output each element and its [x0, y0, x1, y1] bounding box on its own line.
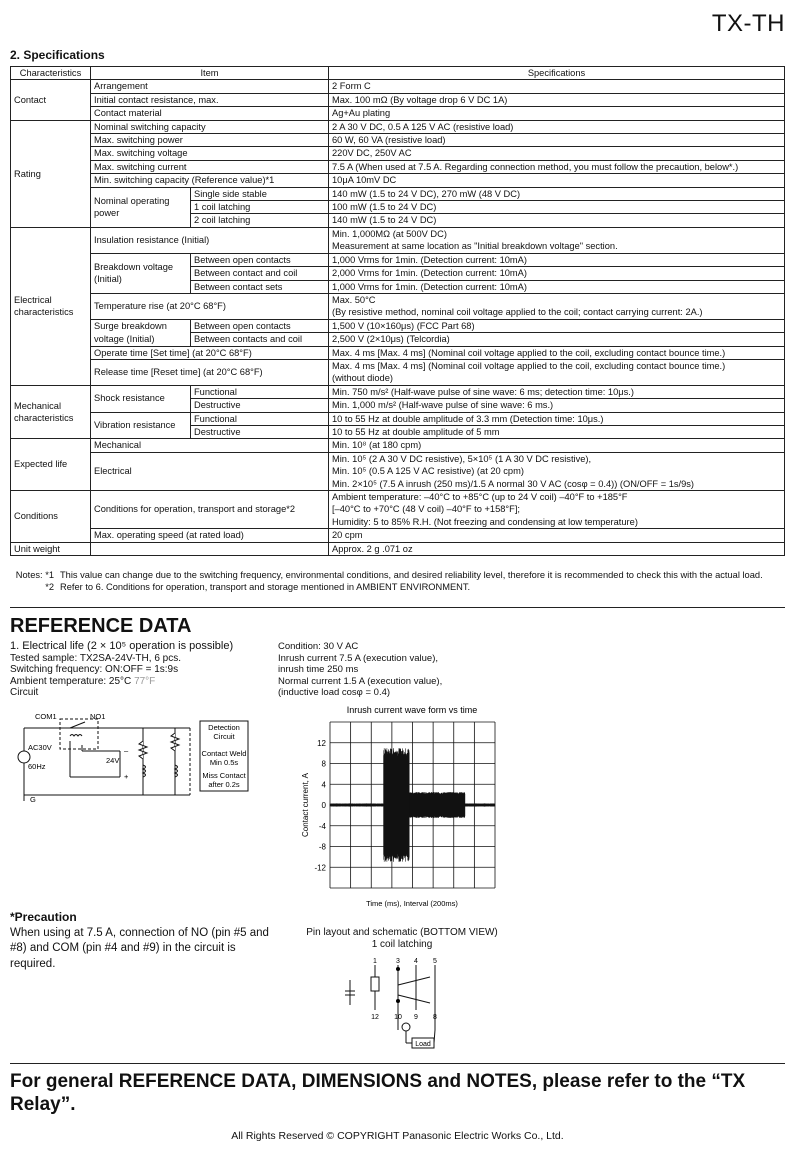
table-row	[11, 529, 785, 542]
precaution-title: *Precaution	[10, 910, 77, 924]
table-row	[11, 452, 785, 490]
note-text: This value can change due to the switching frequency, environmental conditions, and desired reliability level, therefore it is recommended to check this with the actual load.	[60, 570, 763, 580]
table-cell: 7.5 A (When used at 7.5 A. Regarding connection method, you must follow the precaution, below*.)	[329, 160, 785, 173]
table-cell: Release time [Reset time] (at 20°C 68°F)	[91, 359, 329, 385]
table-cell: Approx. 2 g .071 oz	[329, 542, 785, 555]
table-row	[11, 147, 785, 160]
table-row	[11, 134, 785, 147]
table-row	[11, 160, 785, 173]
table-cell: Functional	[191, 412, 329, 425]
notes	[10, 569, 785, 593]
table-row	[11, 491, 785, 529]
minus-label: –	[124, 746, 129, 755]
waveform-segment-inrush	[384, 748, 410, 862]
document-code: TX-TH	[711, 10, 785, 37]
pin-layout-title	[287, 927, 517, 951]
electrical-life-info	[10, 641, 233, 699]
table-cell: Electrical characteristics	[11, 227, 91, 385]
table-cell: 2,500 V (2×10μs) (Telcordia)	[329, 333, 785, 346]
table-row	[11, 293, 785, 319]
pin-schematic	[340, 955, 460, 1055]
weld-label: Contact Weld	[201, 749, 247, 758]
table-cell: 140 mW (1.5 to 24 V DC), 270 mW (48 V DC)	[329, 187, 785, 200]
precaution-text: When using at 7.5 A, connection of NO (pin #5 and #8) and COM (pin #4 and #9) in the circuit is required.	[10, 926, 269, 970]
condition-line: (inductive load cosφ = 0.4)	[278, 687, 391, 698]
ground-label: G	[30, 795, 36, 804]
table-cell: 1 coil latching	[191, 201, 329, 214]
table-cell: Contact material	[91, 107, 329, 120]
table-cell: Temperature rise (at 20°C 68°F)	[91, 293, 329, 319]
pin-label: 10	[394, 1014, 402, 1021]
table-cell: 2,000 Vrms for 1min. (Detection current: 10mA)	[329, 267, 785, 280]
precaution	[10, 910, 280, 972]
chart-title: Inrush current wave form vs time	[346, 705, 478, 715]
pin-label: 4	[414, 958, 418, 965]
table-cell: Expected life	[11, 439, 91, 491]
miss-label: Miss Contact	[202, 771, 246, 780]
table-row	[11, 346, 785, 359]
table-cell: Mechanical	[91, 439, 329, 452]
table-row	[11, 120, 785, 133]
y-axis-label: Contact current, A	[301, 772, 310, 838]
condition-line: Condition: 30 V AC	[278, 641, 359, 652]
detection-label: Detection	[208, 723, 240, 732]
table-header-cell: Specifications	[329, 67, 785, 80]
waveform-segment-off	[330, 803, 383, 806]
note-text: Refer to 6. Conditions for operation, transport and storage mentioned in AMBIENT ENVIRONMENT.	[60, 582, 471, 592]
table-cell: Max. 4 ms [Max. 4 ms] (Nominal coil voltage applied to the coil, excluding contact bounce time.)	[329, 346, 785, 359]
table-row	[11, 385, 785, 398]
ambient-temperature: Ambient temperature: 25°C 77°F	[10, 675, 156, 687]
table-cell: Max. 100 mΩ (By voltage drop 6 V DC 1A)	[329, 93, 785, 106]
table-cell: 1,500 V (10×160μs) (FCC Part 68)	[329, 319, 785, 332]
condition-line: Inrush current 7.5 A (execution value),	[278, 652, 439, 664]
table-cell: Max. operating speed (at rated load)	[91, 529, 329, 542]
table-cell: Max. switching current	[91, 160, 329, 173]
table-cell: Shock resistance	[91, 385, 191, 412]
table-cell: 60 W, 60 VA (resistive load)	[329, 134, 785, 147]
table-cell: Max. 50°C (By resistive method, nominal coil voltage applied to the coil; contact carrying current: 2A.)	[329, 293, 785, 319]
table-cell: Min. 1,000MΩ (at 500V DC) Measurement at same location as "Initial breakdown voltage" section.	[329, 227, 785, 253]
detection-label: Circuit	[213, 732, 235, 741]
table-cell: Between contacts and coil	[191, 333, 329, 346]
table-cell: Max. 4 ms [Max. 4 ms] (Nominal coil voltage applied to the coil, excluding contact bounce time.) (without diode)	[329, 359, 785, 385]
waveform-segment-normal	[409, 792, 465, 818]
table-row	[11, 174, 785, 187]
condition-line: Normal current 1.5 A (execution value),	[278, 675, 443, 687]
table-cell: Min. 10⁵ (2 A 30 V DC resistive), 5×10⁵ (1 A 30 V DC resistive), Min. 10⁵ (0.5 A 125 V AC resistive) (at 20 cpm) Min. 2×10⁵ (7.5 A inrush (250 ms)/1.5 A normal 30 V AC (cosφ = 0.4)) (ON/OFF = 1s/9s)	[329, 452, 785, 490]
table-row	[11, 319, 785, 332]
table-row	[11, 227, 785, 253]
table-row	[11, 412, 785, 425]
table-cell: 1,000 Vrms for 1min. (Detection current: 10mA)	[329, 280, 785, 293]
y-tick-label: 0	[321, 801, 326, 810]
pin-layout-subtitle: 1 coil latching	[371, 939, 433, 950]
frequency-label: 60Hz	[28, 762, 46, 771]
dc-voltage-label: 24V	[106, 756, 120, 765]
footer-reference-note: For general REFERENCE DATA, DIMENSIONS and NOTES, please refer to the “TX Relay”.	[10, 1071, 746, 1115]
plus-label: +	[124, 772, 129, 781]
table-row	[11, 439, 785, 452]
table-cell: Max. switching power	[91, 134, 329, 147]
table-cell: 100 mW (1.5 to 24 V DC)	[329, 201, 785, 214]
table-cell: Ambient temperature: –40°C to +85°C (up to 24 V coil) –40°F to +185°F [–40°C to +70°C (48 V coil) –40°F to +158°F]; Humidity: 5 to 85% R.H. (Not freezing and condensing at low temperature)	[329, 491, 785, 529]
electrical-life-heading: 1. Electrical life (2 × 10⁵ operation is possible)	[10, 640, 234, 652]
table-cell: 2 A 30 V DC, 0.5 A 125 V AC (resistive load)	[329, 120, 785, 133]
condition-line: inrush time 250 ms	[278, 664, 359, 675]
waveform-segment-off	[465, 803, 495, 806]
table-row	[11, 80, 785, 93]
pin-label: 5	[433, 958, 437, 965]
divider	[10, 607, 785, 608]
test-conditions	[278, 641, 442, 699]
miss-label: after 0.2s	[208, 780, 240, 789]
pin-label: 12	[371, 1014, 379, 1021]
table-cell: Electrical	[91, 452, 329, 490]
table-cell: Nominal operating power	[91, 187, 191, 227]
table-cell: Destructive	[191, 399, 329, 412]
switching-frequency: Switching frequency: ON:OFF = 1s:9s	[10, 664, 179, 675]
weld-label: Min 0.5s	[209, 758, 239, 767]
table-cell: Surge breakdown voltage (Initial)	[91, 319, 191, 346]
table-row	[11, 187, 785, 200]
pin-label: 3	[396, 958, 400, 965]
y-tick-label: 4	[321, 780, 326, 790]
y-tick-label: -4	[318, 821, 326, 831]
table-cell: Max. switching voltage	[91, 147, 329, 160]
table-cell: Initial contact resistance, max.	[91, 93, 329, 106]
table-cell: 20 cpm	[329, 529, 785, 542]
note-mark: Notes: *1	[15, 570, 54, 580]
table-cell: 10 to 55 Hz at double amplitude of 3.3 mm (Detection time: 10μs.)	[329, 412, 785, 425]
table-row	[11, 253, 785, 266]
table-cell: Min. switching capacity (Reference value)*1	[91, 174, 329, 187]
tested-sample: Tested sample: TX2SA-24V-TH, 6 pcs.	[10, 652, 182, 664]
table-cell: Conditions for operation, transport and storage*2	[91, 491, 329, 529]
table-cell: Unit weight	[11, 542, 91, 555]
table-row	[11, 107, 785, 120]
table-cell: 2 coil latching	[191, 214, 329, 227]
table-cell: Breakdown voltage (Initial)	[91, 253, 191, 293]
table-cell: Min. 10⁸ (at 180 cpm)	[329, 439, 785, 452]
table-row	[11, 93, 785, 106]
table-cell: Insulation resistance (Initial)	[91, 227, 329, 253]
specifications-table	[10, 66, 785, 556]
table-cell: 1,000 Vrms for 1min. (Detection current: 10mA)	[329, 253, 785, 266]
table-cell: Vibration resistance	[91, 412, 191, 439]
table-cell: Between contact sets	[191, 280, 329, 293]
note-mark: *2	[45, 582, 54, 592]
ac-voltage-label: AC30V	[28, 743, 52, 752]
y-tick-label: 12	[317, 738, 326, 748]
table-cell: Operate time [Set time] (at 20°C 68°F)	[91, 346, 329, 359]
table-header-cell: Item	[91, 67, 329, 80]
table-cell: Between open contacts	[191, 319, 329, 332]
table-cell: Rating	[11, 120, 91, 227]
circuit-label: Circuit	[10, 687, 39, 698]
pin-label: 1	[373, 958, 377, 965]
table-cell: Arrangement	[91, 80, 329, 93]
y-tick-label: -12	[314, 863, 326, 873]
table-cell: Functional	[191, 385, 329, 398]
table-row	[11, 542, 785, 555]
table-cell: 10 to 55 Hz at double amplitude of 5 mm	[329, 425, 785, 438]
table-cell: 10μA 10mV DC	[329, 174, 785, 187]
no1-label: NO1	[90, 712, 106, 721]
table-row	[11, 359, 785, 385]
pin-label: 9	[414, 1014, 418, 1021]
y-tick-label: -8	[318, 842, 326, 852]
table-cell: Contact	[11, 80, 91, 120]
table-cell: Nominal switching capacity	[91, 120, 329, 133]
table-cell: Destructive	[191, 425, 329, 438]
table-cell: 2 Form C	[329, 80, 785, 93]
table-cell: Single side stable	[191, 187, 329, 200]
table-header-row	[11, 67, 785, 80]
section-title: 2. Specifications	[10, 48, 105, 62]
y-tick-label: 8	[321, 759, 326, 769]
reference-title: REFERENCE DATA	[10, 615, 192, 637]
test-circuit-diagram	[10, 705, 275, 805]
table-cell: Mechanical characteristics	[11, 385, 91, 439]
table-cell: 220V DC, 250V AC	[329, 147, 785, 160]
load-label: Load	[415, 1041, 431, 1048]
table-cell	[91, 542, 329, 555]
table-cell: Between open contacts	[191, 253, 329, 266]
table-cell: Between contact and coil	[191, 267, 329, 280]
pin-layout-heading: Pin layout and schematic (BOTTOM VIEW)	[306, 927, 498, 938]
table-cell: Ag+Au plating	[329, 107, 785, 120]
pin-label: 8	[433, 1014, 437, 1021]
table-cell: Min. 1,000 m/s² (Half-wave pulse of sine wave: 6 ms.)	[329, 399, 785, 412]
table-cell: Conditions	[11, 491, 91, 543]
table-header-cell: Characteristics	[11, 67, 91, 80]
inrush-current-chart	[290, 700, 505, 915]
copyright: All Rights Reserved © COPYRIGHT Panasonic Electric Works Co., Ltd.	[231, 1130, 564, 1142]
x-axis-label: Time (ms), Interval (200ms)	[366, 899, 458, 908]
divider	[10, 1063, 785, 1064]
table-cell: 140 mW (1.5 to 24 V DC)	[329, 214, 785, 227]
com1-label: COM1	[35, 712, 57, 721]
table-cell: Min. 750 m/s² (Half-wave pulse of sine wave: 6 ms; detection time: 10μs.)	[329, 385, 785, 398]
